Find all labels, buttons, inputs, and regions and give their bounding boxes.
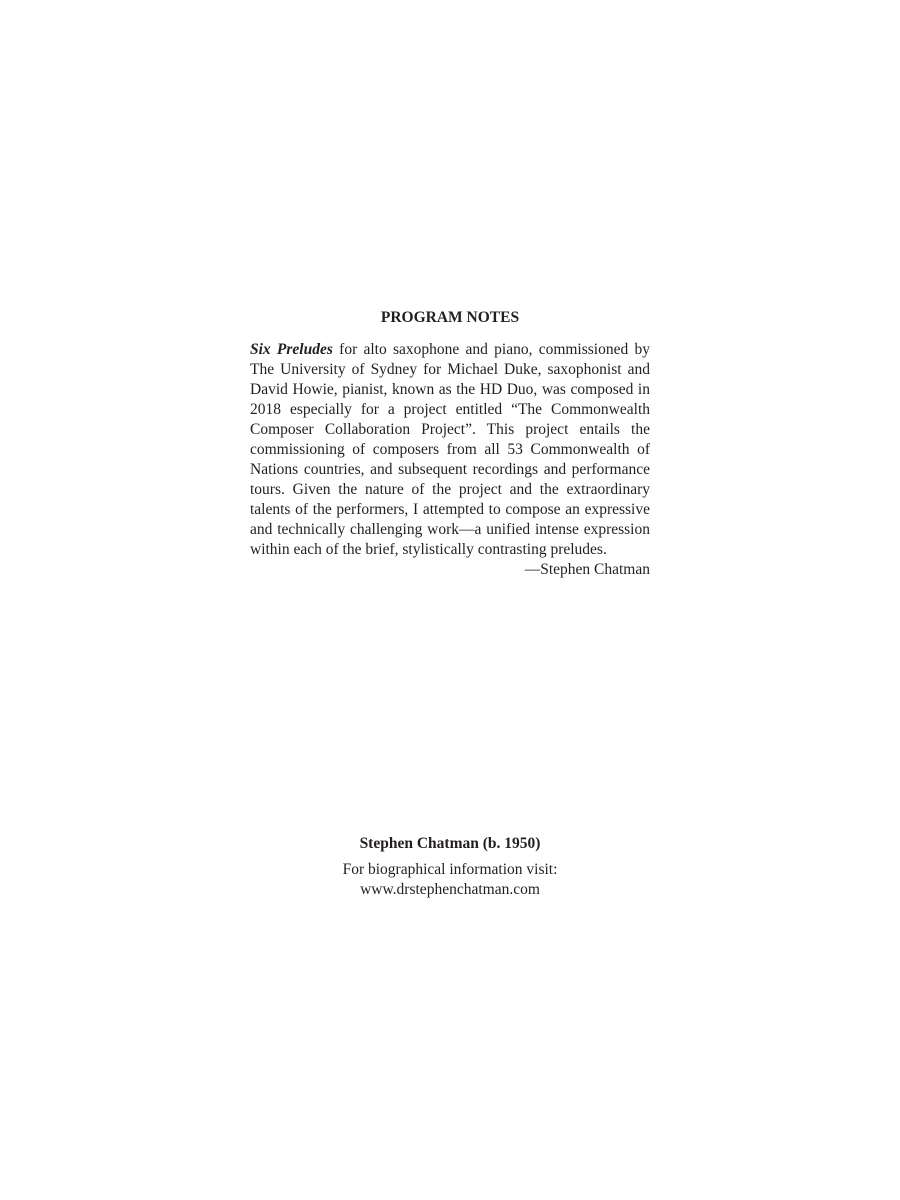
program-notes-body — [250, 340, 650, 560]
program-notes-heading: PROGRAM NOTES — [380, 309, 520, 326]
composer-name: Stephen Chatman (b. 1950) — [359, 835, 541, 852]
program-notes-text: for alto saxophone and piano, commissioned by The University of Sydney for Michael Duke, saxophonist and David Howie, pianist, known as the HD Duo, was composed in 2018 especially for a project entitled “The Commonwealth Composer Collaboration Project”. This project entails the commissioning of composers from all 53 Commonwealth of Nations countries, and subsequent recordings and performance tours. Given the nature of the project and the extraordinary talents of the performers, I attempted to compose an expressive and technically challenging work—a unified intense expression within each of the brief, stylistically contrasting preludes. — [250, 341, 650, 558]
work-title: Six Preludes — [250, 341, 333, 358]
composer-section — [250, 832, 650, 900]
composer-info-line: For biographical information visit: — [342, 861, 558, 878]
composer-website-link[interactable]: www.drstephenchatman.com — [360, 881, 540, 898]
program-notes-signature: —Stephen Chatman — [524, 561, 650, 578]
program-notes-section — [250, 306, 650, 580]
